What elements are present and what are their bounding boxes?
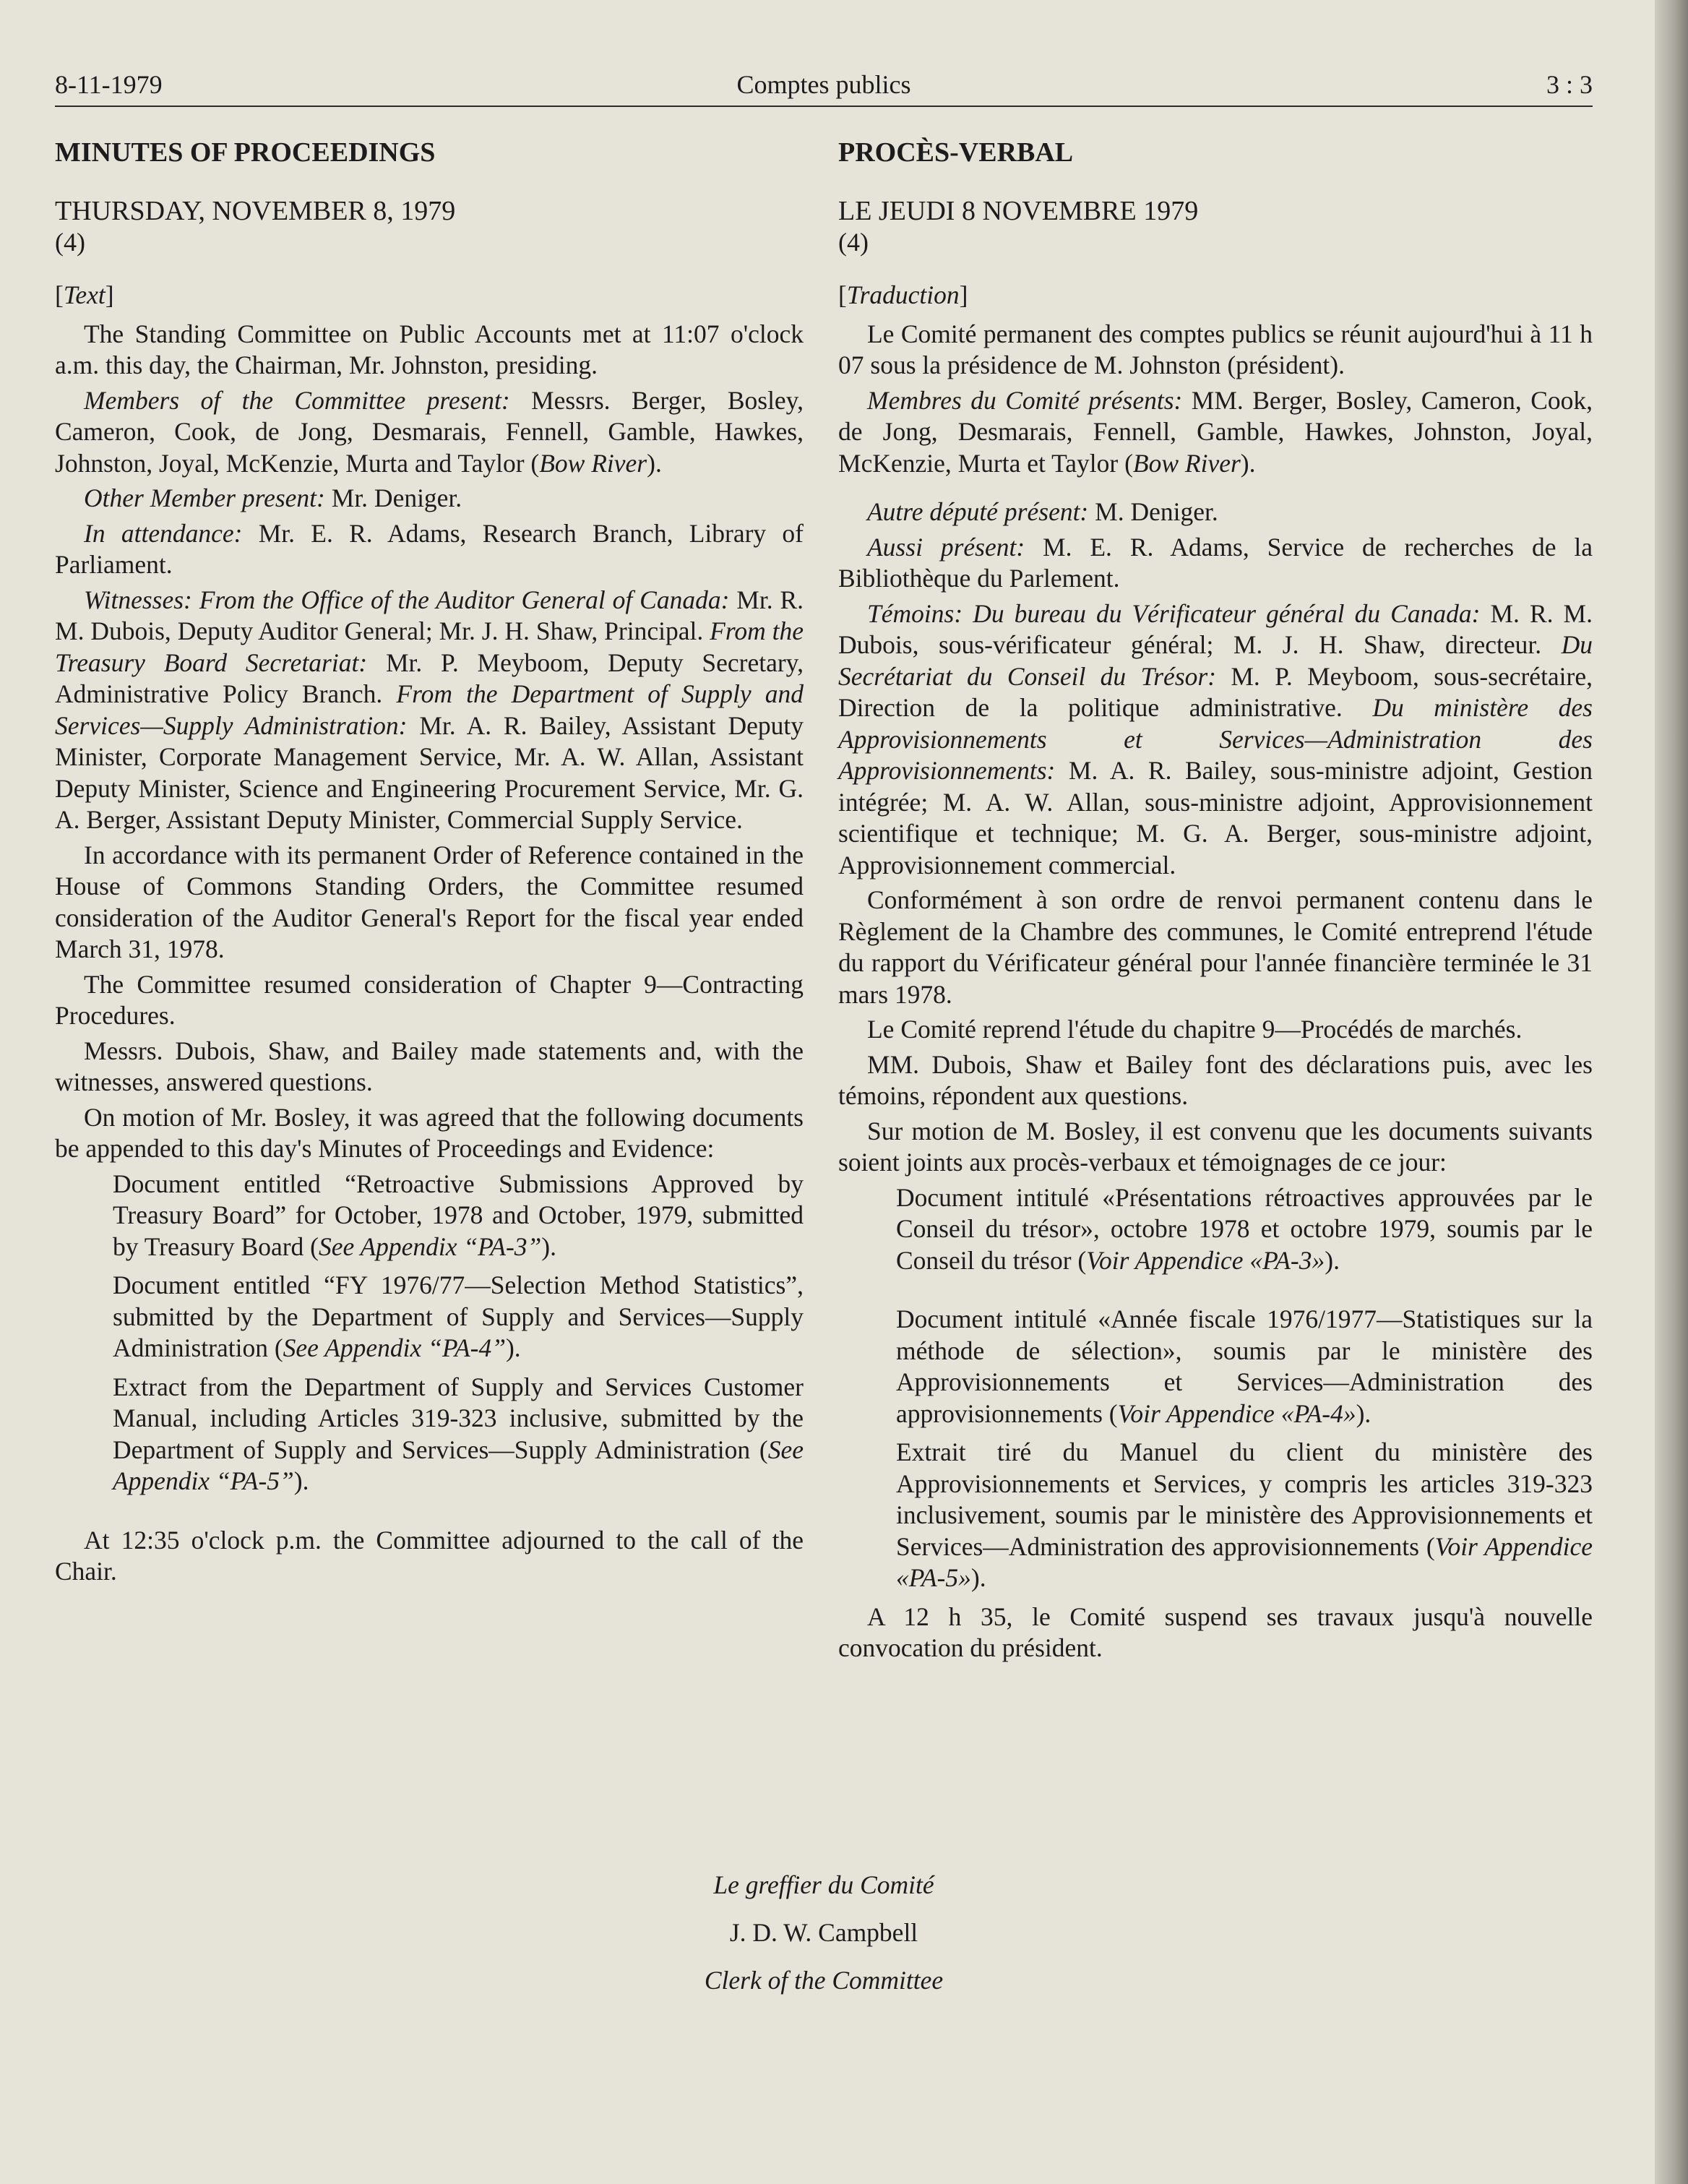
witnesses-label: Witnesses: From the Office of the Auditor General of Canada:	[84, 585, 730, 614]
french-attendance-paragraph	[838, 532, 1593, 595]
clerk-title-french: Le greffier du Comité	[713, 1870, 934, 1899]
english-statements-paragraph: Messrs. Dubois, Shaw, and Bailey made statements and, with the witnesses, answered questions.	[55, 1036, 804, 1096]
bracket-close: ]	[959, 280, 968, 309]
witnesses-label-2: From the Treasury Board Secretariat:	[55, 616, 804, 677]
members-end: ).	[1240, 448, 1256, 478]
appendix-reference: See Appendix “PA-5”	[113, 1435, 804, 1495]
french-appended-document-3	[896, 1437, 1593, 1594]
document-text: Extract from the Department of Supply and Services Customer Manual, including Articles 319-323 inclusive, submitted by the Department of Supply and Services—Supply Administration (	[113, 1372, 804, 1464]
attendance-text: Mr. E. R. Adams, Research Branch, Library of Parliament.	[55, 518, 804, 579]
header-date: 8-11-1979	[55, 70, 163, 99]
document-text: Document entitled “Retroactive Submissions Approved by Treasury Board” for October, 1978 and October, 1979, submitted by Treasury Board (	[113, 1169, 804, 1261]
witnesses-text-3: M. A. R. Bailey, sous-ministre adjoint, Gestion intégrée; M. A. W. Allan, sous-ministre adjoint, Approvisionnement scientifique et technique; M. G. A. Berger, sous-ministre adjoint, Approvisionnement commercial.	[838, 756, 1593, 880]
members-riding: Bow River	[1132, 448, 1241, 478]
attendance-text: M. E. R. Adams, Service de recherches de la Bibliothèque du Parlement.	[838, 532, 1593, 593]
members-label: Members of the Committee present:	[84, 385, 510, 415]
french-members-paragraph	[838, 385, 1593, 480]
document-text: Document entitled “FY 1976/77—Selection Method Statistics”, submitted by the Department of Supply and Services—Supply Administration (	[113, 1271, 804, 1362]
french-column	[838, 137, 1593, 1668]
header-title: Comptes publics	[736, 70, 911, 99]
witnesses-text-1: M. R. M. Dubois, sous-vérificateur général; M. J. H. Shaw, directeur.	[838, 598, 1593, 659]
english-members-paragraph	[55, 385, 804, 480]
document-text: Extrait tiré du Manuel du client du ministère des Approvisionnements et Services, y compris les articles 319-323 inclusivement, soumis par le ministère des Approvisionnements et Services—Administration des approvisionnements (	[896, 1437, 1593, 1561]
english-column	[55, 137, 804, 1591]
other-member-text: M. Deniger.	[1088, 497, 1218, 526]
appendix-reference: Voir Appendice «PA-5»	[896, 1531, 1593, 1592]
signature-block	[55, 1861, 1593, 2004]
appendix-reference: Voir Appendice «PA-3»	[1086, 1245, 1325, 1275]
french-text-tag	[838, 280, 1593, 311]
document-text: Document intitulé «Présentations rétroactives approuvées par le Conseil du trésor», octobre 1978 et octobre 1979, soumis par le Conseil du trésor (	[896, 1182, 1593, 1275]
english-adjourned-paragraph: At 12:35 o'clock p.m. the Committee adjourned to the call of the Chair.	[55, 1525, 804, 1586]
english-resumed-paragraph: The Committee resumed consideration of Chapter 9—Contracting Procedures.	[55, 969, 804, 1030]
other-member-label: Autre député présent:	[867, 497, 1089, 526]
french-appended-document-2	[896, 1304, 1593, 1430]
appendix-reference: See Appendix “PA-4”	[283, 1333, 506, 1362]
english-opening-paragraph: The Standing Committee on Public Accounts met at 11:07 o'clock a.m. this day, the Chairman, Mr. Johnston, presiding.	[55, 319, 804, 379]
other-member-text: Mr. Deniger.	[324, 483, 462, 512]
document-end: ).	[293, 1466, 309, 1495]
bracket-close: ]	[105, 280, 114, 309]
tag-label: Traduction	[846, 280, 960, 309]
page-number: 3 : 3	[1546, 70, 1593, 99]
english-other-member-paragraph	[55, 483, 804, 515]
members-text: Messrs. Berger, Bosley, Cameron, Cook, de Jong, Desmarais, Fennell, Gamble, Hawkes, Johnston, Joyal, McKenzie, Murta and Taylor (	[55, 385, 804, 478]
witnesses-label-3: Du ministère des Approvisionnements et Services—Administration des Approvisionnements:	[838, 693, 1593, 785]
french-appended-document-1	[896, 1182, 1593, 1277]
witnesses-text-1: Mr. R. M. Dubois, Deputy Auditor General; Mr. J. H. Shaw, Principal.	[55, 585, 804, 645]
bracket-open: [	[55, 280, 64, 309]
members-riding: Bow River	[539, 448, 647, 478]
english-attendance-paragraph	[55, 518, 804, 581]
french-witnesses-paragraph	[838, 598, 1593, 882]
document-end: ).	[1356, 1398, 1372, 1428]
other-member-label: Other Member present:	[84, 483, 325, 512]
english-title: MINUTES OF PROCEEDINGS	[55, 137, 436, 168]
page-edge-shadow	[1655, 0, 1688, 2184]
clerk-name: J. D. W. Campbell	[729, 1918, 918, 1947]
attendance-label: Aussi présent:	[867, 532, 1025, 562]
clerk-title-english: Clerk of the Committee	[704, 1966, 944, 1995]
document-end: ).	[970, 1563, 986, 1592]
french-resumed-paragraph: Le Comité reprend l'étude du chapitre 9—Procédés de marchés.	[867, 1015, 1523, 1044]
witnesses-label-2: Du Secrétariat du Conseil du Trésor:	[838, 630, 1593, 691]
members-text: MM. Berger, Bosley, Cameron, Cook, de Jong, Desmarais, Fennell, Gamble, Hawkes, Johnston, Joyal, McKenzie, Murta et Taylor (	[838, 385, 1593, 478]
french-statements-paragraph: MM. Dubois, Shaw et Bailey font des déclarations puis, avec les témoins, répondent aux questions.	[838, 1049, 1593, 1110]
attendance-label: In attendance:	[84, 518, 243, 548]
running-header	[55, 65, 1593, 107]
french-date: LE JEUDI 8 NOVEMBRE 1979	[838, 195, 1199, 226]
members-end: ).	[647, 448, 662, 478]
witnesses-label: Témoins: Du bureau du Vérificateur général du Canada:	[867, 598, 1481, 628]
french-title: PROCÈS-VERBAL	[838, 137, 1074, 168]
english-appended-document-1	[113, 1169, 804, 1263]
tag-label: Text	[63, 280, 106, 309]
document-text: Document intitulé «Année fiscale 1976/1977—Statistiques sur la méthode de sélection», soumis par le ministère des Approvisionnements et Services—Administration des approvisionnements (	[896, 1304, 1593, 1428]
witnesses-text-2: M. P. Meyboom, sous-secrétaire, Direction de la politique administrative.	[838, 661, 1593, 722]
english-motion-paragraph: On motion of Mr. Bosley, it was agreed that the following documents be appended to this day's Minutes of Proceedings and Evidence:	[55, 1102, 804, 1163]
witnesses-text-2: Mr. P. Meyboom, Deputy Secretary, Administrative Policy Branch.	[55, 648, 804, 708]
english-appended-document-3	[113, 1372, 804, 1497]
english-witnesses-paragraph	[55, 585, 804, 836]
document-end: ).	[505, 1333, 521, 1362]
appendix-reference: See Appendix “PA-3”	[318, 1231, 542, 1261]
french-opening-paragraph: Le Comité permanent des comptes publics se réunit aujourd'hui à 11 h 07 sous la présidence de M. Johnston (président).	[838, 319, 1593, 379]
french-number: (4)	[838, 227, 869, 257]
french-accordance-paragraph: Conformément à son ordre de renvoi permanent contenu dans le Règlement de la Chambre des communes, le Comité entreprend l'étude du rapport du Vérificateur général pour l'année financière terminée le 31 mars 1978.	[838, 885, 1593, 1009]
witnesses-label-3: From the Department of Supply and Services—Supply Administration:	[55, 679, 804, 740]
document-end: ).	[1325, 1245, 1340, 1275]
document-end: ).	[541, 1231, 556, 1261]
english-number: (4)	[55, 227, 85, 257]
french-motion-paragraph: Sur motion de M. Bosley, il est convenu que les documents suivants soient joints aux procès-verbaux et témoignages de ce jour:	[838, 1116, 1593, 1177]
bracket-open: [	[838, 280, 847, 309]
english-accordance-paragraph: In accordance with its permanent Order of Reference contained in the House of Commons Standing Orders, the Committee resumed consideration of the Auditor General's Report for the fiscal year ended March 31, 1978.	[55, 840, 804, 963]
english-text-tag	[55, 280, 804, 311]
english-appended-document-2	[113, 1270, 804, 1364]
french-adjourned-paragraph: A 12 h 35, le Comité suspend ses travaux jusqu'à nouvelle convocation du président.	[838, 1602, 1593, 1662]
witnesses-text-3: Mr. A. R. Bailey, Assistant Deputy Minister, Corporate Management Service, Mr. A. W. Allan, Assistant Deputy Minister, Science and Engineering Procurement Service, Mr. G. A. Berger, Assistant Deputy Minister, Commercial Supply Service.	[55, 710, 804, 834]
english-date: THURSDAY, NOVEMBER 8, 1979	[55, 195, 456, 226]
appendix-reference: Voir Appendice «PA-4»	[1117, 1398, 1356, 1428]
french-other-member-paragraph	[838, 496, 1593, 528]
members-label: Membres du Comité présents:	[867, 385, 1183, 415]
